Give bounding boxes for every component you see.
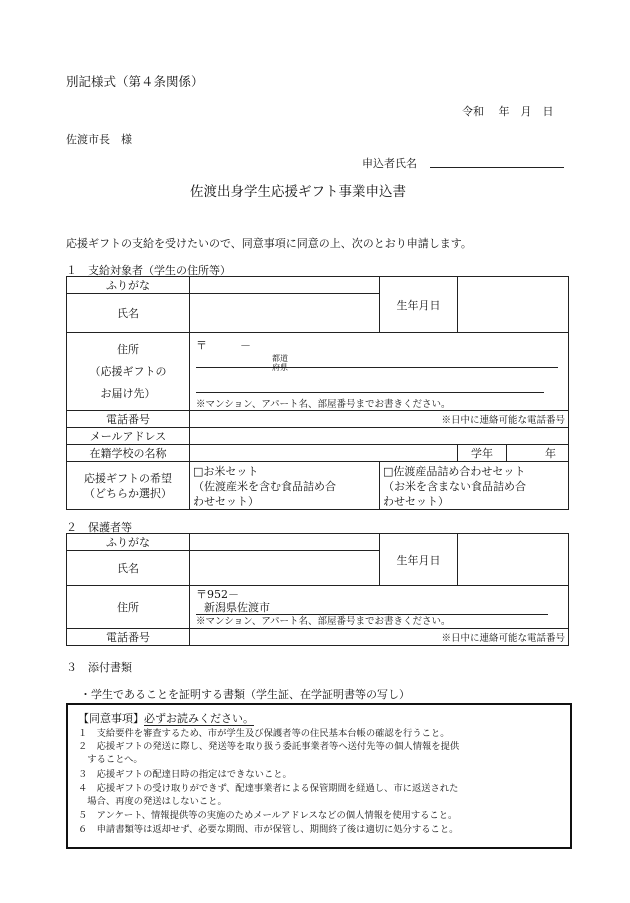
option-a-2: （佐渡産米を含む食品詰め合 bbox=[193, 480, 336, 493]
guardian-label-birthdate: 生年月日 bbox=[380, 534, 458, 586]
school-name-input[interactable] bbox=[190, 445, 458, 462]
student-address-input[interactable] bbox=[190, 333, 569, 411]
section2-heading: ２ 保護者等 bbox=[66, 521, 132, 534]
pref-top: 都道 bbox=[272, 354, 288, 363]
option-b-1: □佐渡産品詰め合わせセット bbox=[383, 465, 526, 478]
agreement-item: ３ 応援ギフトの配達日時の指定はできないこと。 bbox=[78, 769, 292, 780]
gift-choice-2: （どちらか選択） bbox=[84, 486, 172, 500]
prefecture-line bbox=[196, 367, 558, 368]
student-furigana-input[interactable] bbox=[190, 277, 380, 294]
label-name: 氏名 bbox=[67, 294, 190, 333]
label-phone: 電話番号 bbox=[67, 411, 190, 428]
section3-heading: ３ 添付書類 bbox=[66, 661, 132, 674]
label-birthdate: 生年月日 bbox=[380, 277, 458, 333]
student-email-input[interactable] bbox=[190, 428, 569, 445]
student-name-input[interactable] bbox=[190, 294, 380, 333]
grade-input[interactable] bbox=[507, 445, 569, 462]
label-grade: 学年 bbox=[458, 445, 507, 462]
pref-bottom: 府県 bbox=[272, 363, 288, 372]
page-title: 佐渡出身学生応援ギフト事業申込書 bbox=[190, 184, 406, 200]
guardian-label-address: 住所 bbox=[67, 586, 190, 629]
guardian-address-input[interactable] bbox=[190, 586, 569, 629]
guardian-furigana-input[interactable] bbox=[190, 534, 380, 551]
agreement-item: ４ 応援ギフトの受け取りができず、配達事業者による保管期間を経過し、市に返送された bbox=[78, 783, 459, 794]
address-label-1: 住所 bbox=[117, 342, 139, 356]
guardian-address-note: ※マンション、アパート名、部屋番号までお書きください。 bbox=[196, 616, 451, 627]
gift-choice-1: 応援ギフトの希望 bbox=[84, 471, 172, 485]
label-gift-choice bbox=[67, 462, 190, 510]
guardian-label-phone: 電話番号 bbox=[67, 629, 190, 646]
address-note: ※マンション、アパート名、部屋番号までお書きください。 bbox=[196, 399, 451, 410]
option-rice-set[interactable] bbox=[190, 462, 380, 510]
agreement-must-read: 必ずお読みください。 bbox=[144, 712, 254, 725]
agreement-title: 【同意事項】 bbox=[78, 712, 144, 725]
agreement-item: 場合、再度の発送はしないこと。 bbox=[78, 796, 227, 807]
applicant-signature-line[interactable] bbox=[430, 167, 564, 168]
option-b-2: （お米を含まない食品詰め合 bbox=[383, 480, 526, 493]
section2-table bbox=[66, 533, 569, 646]
agreement-box bbox=[66, 703, 572, 849]
applicant-label: 申込者氏名 bbox=[362, 157, 417, 170]
guardian-postal: 〒952－ bbox=[196, 588, 239, 601]
guardian-city: 新潟県佐渡市 bbox=[196, 601, 548, 615]
postal-mark: 〒 － bbox=[196, 339, 251, 352]
option-local-products-set[interactable] bbox=[380, 462, 569, 510]
agreement-item: １ 支給要件を審査するため、市が学生及び保護者等の住民基本台帳の確認を行うこと。 bbox=[78, 728, 450, 739]
date-line: 令和 年 月 日 bbox=[462, 105, 554, 118]
label-email: メールアドレス bbox=[67, 428, 190, 445]
guardian-label-name: 氏名 bbox=[67, 551, 190, 586]
label-address bbox=[67, 333, 190, 411]
addressee: 佐渡市長 様 bbox=[66, 133, 132, 146]
address-label-2: （応援ギフトの bbox=[89, 364, 167, 378]
guardian-birthdate-input[interactable] bbox=[458, 534, 569, 586]
label-furigana: ふりがな bbox=[67, 277, 190, 294]
attachment-item: ・学生であることを証明する書類（学生証、在学証明書等の写し） bbox=[80, 688, 410, 701]
guardian-label-furigana: ふりがな bbox=[67, 534, 190, 551]
student-birthdate-input[interactable] bbox=[458, 277, 569, 333]
guardian-name-input[interactable] bbox=[190, 551, 380, 586]
grade-unit: 年 bbox=[545, 447, 556, 460]
phone-note: ※日中に連絡可能な電話番号 bbox=[441, 415, 565, 426]
agreement-title-row bbox=[78, 710, 254, 726]
agreement-item: することへ。 bbox=[78, 754, 143, 765]
agreement-item: ２ 応援ギフトの発送に際し、発送等を取り扱う委託事業者等へ送付先等の個人情報を提供 bbox=[78, 741, 460, 752]
student-phone-input[interactable] bbox=[190, 411, 569, 428]
agreement-item: ６ 申請書類等は返却せず、必要な期間、市が保管し、期間終了後は適切に処分すること。 bbox=[78, 824, 459, 835]
option-a-3: わせセット） bbox=[193, 495, 259, 508]
agreement-item: ５ アンケート、情報提供等の実施のためメールアドレスなどの個人情報を使用すること。 bbox=[78, 810, 458, 821]
intro-text: 応援ギフトの支給を受けたいので、同意事項に同意の上、次のとおり申請します。 bbox=[66, 237, 472, 250]
address-label-3: お届け先） bbox=[100, 386, 156, 400]
label-school: 在籍学校の名称 bbox=[67, 445, 190, 462]
guardian-phone-input[interactable] bbox=[190, 629, 569, 646]
form-label: 別記様式（第４条関係） bbox=[66, 74, 204, 89]
address-line-2 bbox=[196, 380, 544, 393]
section1-heading: １ 支給対象者（学生の住所等） bbox=[66, 264, 231, 277]
option-a-1: □お米セット bbox=[193, 465, 259, 478]
prefecture-label bbox=[272, 354, 288, 372]
guardian-phone-note: ※日中に連絡可能な電話番号 bbox=[441, 633, 565, 644]
section1-table bbox=[66, 276, 569, 510]
option-b-3: わせセット） bbox=[383, 495, 449, 508]
